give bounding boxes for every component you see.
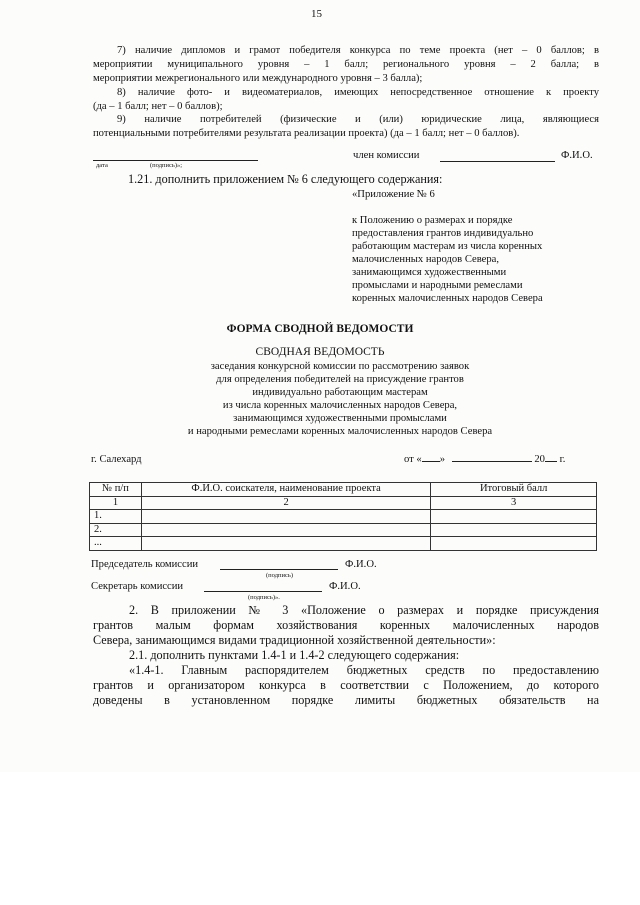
date-close: » xyxy=(439,454,446,465)
paragraph-2-line-2: грантов малым формам хозяйствования коренных малочисленных народов xyxy=(93,618,599,632)
paragraph-2-line-3: Севера, занимающимся видами традиционной хозяйственной деятельности»: xyxy=(93,633,496,647)
page-number: 15 xyxy=(311,8,322,20)
criteria-8-line-2: (да – 1 балл; нет – 0 баллов); xyxy=(93,101,223,112)
appendix-line: малочисленных народов Севера, xyxy=(352,254,500,265)
col-number: 3 xyxy=(431,496,597,510)
appendix-line: промыслами и народными ремеслами xyxy=(352,280,523,291)
year-blank xyxy=(545,461,557,462)
place-label: г. Салехард xyxy=(91,454,142,465)
criteria-9-line-1: 9) наличие потребителей (физические и (или) юридические лица, являющиеся xyxy=(117,114,599,125)
paragraph-1-4-1-line-2: грантов и организатором конкурса в соответствии с Положением, до которого xyxy=(93,678,599,692)
col-number: 2 xyxy=(141,496,430,510)
statement-line: и народными ремеслами коренных малочисленных народов Севера xyxy=(187,426,493,437)
secretary-caption: (подпись)». xyxy=(248,594,280,601)
date-signature-line xyxy=(93,150,258,161)
date-field xyxy=(404,453,565,467)
appendix-line: к Положению о размерах и порядке xyxy=(352,215,513,226)
paragraph-2-line-1: 2. В приложении № 3 «Положение о размерах и порядке присуждения xyxy=(129,603,599,617)
statement-line: занимающимся художественными промыслами xyxy=(233,413,447,424)
criteria-7-line-3: мероприятии межрегионального или международного уровня – 3 балла); xyxy=(93,73,423,84)
form-title: ФОРМА СВОДНОЙ ВЕДОМОСТИ xyxy=(226,323,414,335)
member-fio: Ф.И.О. xyxy=(561,150,593,161)
appendix-line: занимающимся художественными xyxy=(352,267,507,278)
statement-line: для определения победителей на присуждение грантов xyxy=(216,374,464,385)
table-header-row xyxy=(90,483,597,497)
row-number: 1. xyxy=(90,510,142,524)
month-blank xyxy=(452,461,532,462)
signature-caption: (подпись)»; xyxy=(150,162,183,169)
statement-line: заседания конкурсной комиссии по рассмотрению заявок xyxy=(210,361,470,372)
secretary-label: Секретарь комиссии xyxy=(91,581,184,592)
criteria-8-line-1: 8) наличие фото- и видеоматериалов, имеющих непосредственное отношение к проекту xyxy=(117,87,599,98)
statement-line: из числа коренных малочисленных народов Севера, xyxy=(222,400,458,411)
table-row xyxy=(90,510,597,524)
table-cell xyxy=(141,537,430,551)
date-open: от « xyxy=(404,454,422,465)
chairman-label: Председатель комиссии xyxy=(91,559,199,570)
statement-line: индивидуально работающим мастерам xyxy=(252,387,428,398)
section-1-21: 1.21. дополнить приложением № 6 следующего содержания: xyxy=(128,172,443,186)
secretary-fio: Ф.И.О. xyxy=(329,581,361,592)
statement-title: СВОДНАЯ ВЕДОМОСТЬ xyxy=(255,346,385,358)
header-number: № п/п xyxy=(90,483,142,497)
table-cell xyxy=(431,523,597,537)
appendix-title: «Приложение № 6 xyxy=(352,189,435,200)
col-number: 1 xyxy=(90,496,142,510)
table-cell xyxy=(141,523,430,537)
criteria-9-line-2: потенциальными потребителями результата реализации проекта) (да – 1 балл; нет – 0 баллов). xyxy=(93,128,520,139)
commission-member-label: член комиссии xyxy=(353,150,420,161)
chairman-signature-line xyxy=(220,559,338,570)
year-suffix: г. xyxy=(559,454,566,465)
member-signature-line xyxy=(440,151,555,162)
year-prefix: 20 xyxy=(534,454,545,465)
day-blank xyxy=(422,461,440,462)
date-caption: дата xyxy=(96,162,108,169)
secretary-signature-line xyxy=(204,581,322,592)
appendix-line: работающим мастерам из числа коренных xyxy=(352,241,543,252)
chairman-caption: (подпись) xyxy=(266,572,293,579)
paragraph-1-4-1-line-3: доведены в установленном порядке лимиты бюджетных обязательств на xyxy=(93,693,599,707)
appendix-line: предоставления грантов индивидуально xyxy=(352,228,534,239)
table-cell xyxy=(431,537,597,551)
appendix-line: коренных малочисленных народов Севера xyxy=(352,293,543,304)
header-score: Итоговый балл xyxy=(431,483,597,497)
table-column-numbers xyxy=(90,496,597,510)
table-row xyxy=(90,523,597,537)
criteria-7-line-2: мероприятии муниципального уровня – 1 балл; регионального уровня – 2 балла; в xyxy=(93,59,599,70)
table-cell xyxy=(141,510,430,524)
row-number: 2. xyxy=(90,523,142,537)
chairman-fio: Ф.И.О. xyxy=(345,559,377,570)
table-row xyxy=(90,537,597,551)
summary-table xyxy=(89,482,597,551)
criteria-7-line-1: 7) наличие дипломов и грамот победителя конкурса по теме проекта (нет – 0 баллов; в xyxy=(117,45,599,56)
paragraph-2-1: 2.1. дополнить пунктами 1.4-1 и 1.4-2 следующего содержания: xyxy=(129,648,460,662)
row-number: ... xyxy=(90,537,142,551)
table-cell xyxy=(431,510,597,524)
header-applicant: Ф.И.О. соискателя, наименование проекта xyxy=(141,483,430,497)
paragraph-1-4-1-line-1: «1.4-1. Главным распорядителем бюджетных средств по предоставлению xyxy=(129,663,599,677)
